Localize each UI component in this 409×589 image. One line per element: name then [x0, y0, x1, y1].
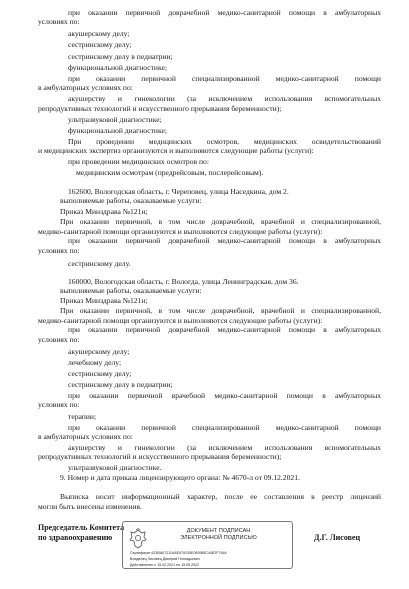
electronic-signature-stamp: [122, 521, 293, 569]
text-line: акушерскому делу;: [68, 29, 130, 38]
signer-title: Председатель Комитета: [38, 523, 125, 532]
text-line: при оказании первичной специализированной медико-санитарной помощи: [68, 423, 381, 432]
text-line: При проведении медицинских осмотров, медицинских освидетельствований: [68, 137, 381, 146]
order-number-line: 9. Номер и дата приказа лицензирующего органа: № 4670-л от 09.12.2021.: [60, 473, 300, 482]
signer-name: Д.Г. Лисовец: [314, 533, 361, 542]
text-line: репродуктивных технологий и искусственного прерывания беременности);: [38, 104, 282, 113]
text-line: репродуктивных технологий и искусственного прерывания беременности);: [38, 452, 282, 461]
text-line: При оказании первичной, в том числе доврачебной, врачебной и специализированной,: [60, 306, 381, 315]
coat-of-arms-icon: [128, 528, 148, 550]
text-line: сестринскому делу;: [68, 40, 132, 49]
text-line: сестринскому делу в педиатрии;: [68, 380, 173, 389]
text-line: при оказании первичной доврачебной медико-санитарной помощи в амбулаторных: [68, 325, 381, 334]
text-line: Приказ Минздрава №121н;: [60, 207, 148, 216]
stamp-validity: Действителен с 15.02.2021 по 15.05.2022: [130, 563, 200, 567]
text-line: могли быть внесены изменения.: [38, 502, 142, 511]
text-line: условиях по:: [38, 400, 80, 409]
text-line: в амбулаторных условиях по:: [38, 83, 133, 92]
text-line: в амбулаторных условиях по:: [38, 432, 133, 441]
text-line: функциональной диагностике;: [68, 63, 167, 72]
text-line: сестринскому делу;: [68, 369, 132, 378]
text-line: и медицинских экспертиз организуются и выполняются следующие работы (услуги):: [38, 146, 314, 155]
text-line: функциональной диагностике;: [68, 126, 167, 135]
text-line: медико-санитарной помощи организуются и выполняются следующие работы (услуги):: [38, 316, 323, 325]
text-line: ультразвуковой диагностике.: [68, 463, 162, 472]
stamp-title-line1: ДОКУМЕНТ ПОДПИСАН: [186, 528, 251, 534]
text-line: акушерству и гинекологии (за исключением использования вспомогательных: [68, 443, 381, 452]
text-line: ультразвуковой диагностике;: [68, 115, 162, 124]
stamp-title-line2: ЭЛЕКТРОННОЙ ПОДПИСЬЮ: [180, 535, 257, 541]
text-line: сестринскому делу в педиатрии;: [68, 52, 173, 61]
text-line: При оказании первичной, в том числе доврачебной, врачебной и специализированной,: [60, 217, 381, 226]
address-line: 162600, Вологодская область, г. Череповец, улица Наседкина, дом 2.: [68, 187, 289, 196]
text-line: сестринскому делу.: [68, 259, 131, 268]
text-line: терапии;: [68, 412, 97, 421]
text-line: Приказ Минздрава №121н;: [60, 296, 148, 305]
address-line: 160000, Вологодская область, г. Вологда, улица Ленинградская, дом 36.: [68, 277, 299, 286]
text-line: акушерству и гинекологии (за исключением использования вспомогательных: [68, 94, 381, 103]
text-line: условиях по:: [38, 246, 80, 255]
stamp-owner: Владелец Лисовец Дмитрий Геннадьевич: [130, 557, 200, 561]
text-line: при проведении медицинских осмотров по:: [68, 157, 209, 166]
text-line: условиях по:: [38, 335, 80, 344]
text-line: лечебному делу;: [68, 358, 122, 367]
stamp-certificate: Сертификат 623BA07211AAE979135E083955C44B7F7644: [130, 551, 227, 555]
text-line: при оказании первичной врачебной медико-санитарной помощи в амбулаторных: [68, 391, 381, 400]
text-line: условиях по:: [38, 17, 80, 26]
text-line: при оказании первичной специализированной медико-санитарной помощи: [68, 74, 381, 83]
text-line: при оказании первичной доврачебной медико-санитарной помощи в амбулаторных: [68, 8, 381, 17]
text-line: Выписка носит информационный характер, после ее составления в реестр лицензий: [60, 492, 381, 501]
signer-department: по здравоохранению: [38, 533, 113, 542]
text-line: выполняемые работы, оказываемые услуги:: [60, 196, 202, 205]
text-line: акушерскому делу;: [68, 347, 130, 356]
text-line: выполняемые работы, оказываемые услуги:: [60, 286, 202, 295]
text-line: при оказании первичной доврачебной медико-санитарной помощи в амбулаторных: [68, 236, 381, 245]
text-line: медицинским осмотрам (предрейсовым, послерейсовым).: [76, 168, 264, 177]
text-line: медико-санитарной помощи организуются и выполняются следующие работы (услуги):: [38, 227, 323, 236]
